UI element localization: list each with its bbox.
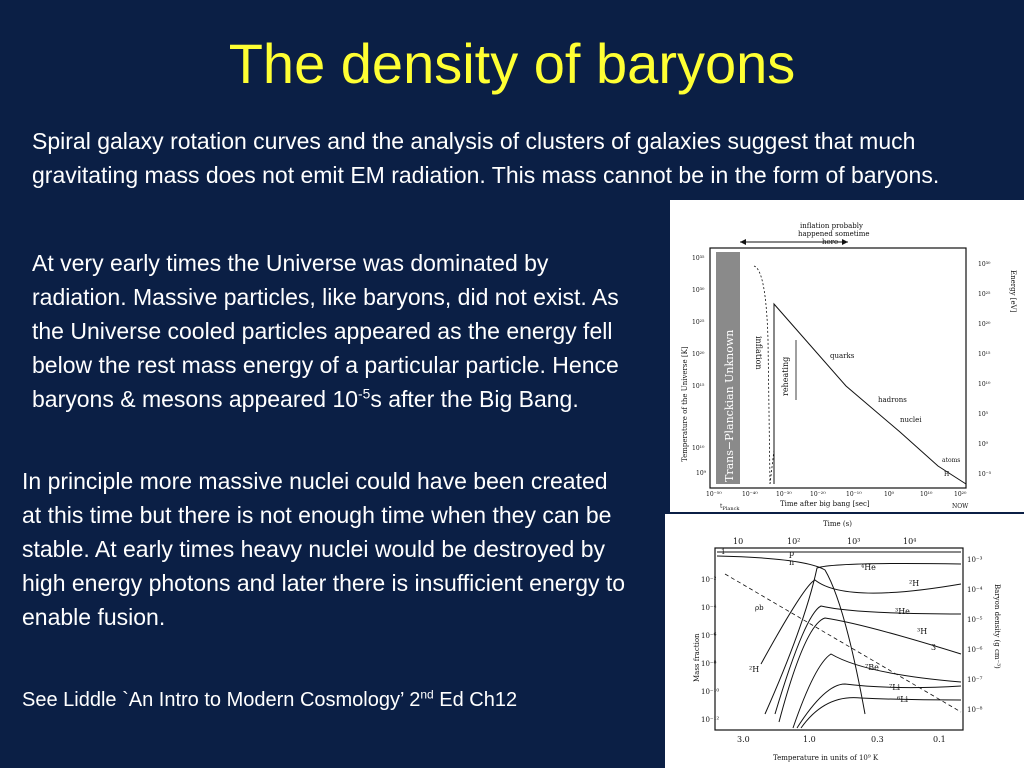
- p2-exponent: -5: [358, 386, 371, 402]
- inflation-note-line3: here: [822, 238, 839, 246]
- right-tick: 10⁻⁶: [967, 646, 983, 654]
- h-label: H: [944, 471, 950, 478]
- left-axis-title: Mass fraction: [693, 633, 701, 682]
- left-tick: 10¹⁰: [692, 445, 705, 452]
- tritium-label: ³H: [917, 627, 928, 636]
- deuterium-label: ²H: [909, 579, 920, 588]
- atoms-label: atoms: [942, 457, 961, 464]
- top-tick: 10³: [847, 537, 861, 546]
- x-tick: 10²⁰: [954, 491, 967, 498]
- left-tick: 10⁻²: [701, 576, 717, 584]
- reheating-drop: [770, 450, 774, 484]
- right-axis-title: Energy [eV]: [1009, 270, 1017, 313]
- lithium6-curve: [801, 698, 961, 728]
- intro-paragraph: Spiral galaxy rotation curves and the analysis of clusters of galaxies suggest that much gravitating mass does not emit EM radiation. This mass cannot be in the form of baryons.: [32, 128, 940, 188]
- plot-frame: [710, 248, 966, 488]
- curve-3-label: 3: [931, 643, 937, 652]
- universe-history-plot: [670, 200, 1024, 512]
- right-tick: 10⁻⁸: [967, 706, 983, 714]
- right-tick: 10⁻⁷: [967, 676, 983, 684]
- inflation-note-line2: happened sometime: [798, 230, 870, 238]
- right-tick: 10²⁵: [978, 291, 991, 298]
- x-tick: 0.1: [933, 735, 946, 744]
- hadrons-label: hadrons: [878, 396, 907, 404]
- reheating-label: reheating: [781, 356, 790, 396]
- top-tick: 10: [733, 537, 744, 546]
- top-tick: 10⁴: [903, 537, 917, 546]
- x-tick: 10⁰: [884, 491, 895, 498]
- right-tick: 10⁰: [978, 441, 989, 448]
- temperature-curve: [774, 304, 966, 484]
- helium3-label: ³He: [895, 607, 910, 616]
- right-tick: 10⁵: [978, 411, 989, 418]
- p2-text-start: At very early times the Universe was dominated by radiation. Massive particles, like baryons, did not exist. As the Universe cooled particles appeared as the energy fell below the rest mass energy of a particular particle. Hence baryons & mesons appeared 10: [32, 250, 619, 412]
- trans-planckian-label: Trans−Planckian Unknown: [723, 329, 736, 482]
- helium4-label: ⁴He: [861, 563, 876, 572]
- left-tick: 10⁻¹²: [701, 716, 720, 724]
- ref-superscript: nd: [420, 687, 434, 702]
- ref-text-end: Ed Ch12: [433, 689, 518, 711]
- x-axis-title: Temperature in units of 10⁹ K: [773, 754, 879, 762]
- right-tick: 10⁻³: [967, 556, 983, 564]
- top-axis-title: Time (s): [823, 520, 852, 528]
- beryllium7-label: ⁷Be: [865, 663, 879, 672]
- right-tick: 10⁻⁵: [967, 616, 983, 624]
- left-tick: 10¹⁵: [692, 383, 705, 390]
- nucleosynthesis-paragraph: In principle more massive nuclei could have been created at this time but there is not enough time when they can be stable. At early times heavy nuclei would be destroyed by high energy photons and later there is insufficient energy to enable fusion.: [22, 468, 626, 630]
- x-tick: 10⁻²⁰: [810, 491, 826, 498]
- nuclei-label: nuclei: [900, 416, 922, 424]
- lithium7-label: ⁷Li: [889, 683, 901, 692]
- lithium7-curve: [797, 684, 961, 728]
- left-tick: 10⁻⁸: [701, 660, 717, 668]
- top-tick: 10²: [787, 537, 801, 546]
- p2-text-end: s after the Big Bang.: [370, 386, 579, 412]
- deuterium-left-label: ²H: [749, 665, 760, 674]
- left-axis-title: Temperature of the Universe [K]: [681, 346, 689, 462]
- right-axis-title: Baryon density (g cm⁻³): [993, 584, 1001, 669]
- right-tick: 10²⁰: [978, 321, 991, 328]
- x-tick: 10¹⁰: [920, 491, 933, 498]
- neutron-label: n: [789, 558, 795, 567]
- slide-title: The density of baryons: [228, 32, 796, 95]
- universe-history-figure: [670, 200, 1024, 512]
- nucleosynthesis-plot: [665, 514, 1024, 768]
- left-tick: 10²⁵: [692, 319, 705, 326]
- plot-frame: [715, 548, 963, 730]
- helium3-curve: [775, 606, 961, 714]
- ref-text-start: See Liddle `An Intro to Modern Cosmology’ 2: [22, 689, 421, 711]
- x-tick: 0.3: [871, 735, 884, 744]
- left-tick: 10⁹: [696, 470, 707, 477]
- inflation-curve: [754, 266, 770, 484]
- right-tick: 10⁻⁵: [978, 471, 992, 478]
- x-tick: 10⁻¹⁰: [846, 491, 862, 498]
- inflation-note-line1: inflation probably: [800, 222, 863, 230]
- left-tick: 10⁻¹⁰: [701, 688, 720, 696]
- left-tick: 10²⁰: [692, 351, 705, 358]
- rho-label: ρb: [755, 604, 764, 612]
- proton-label: p: [789, 549, 795, 558]
- now-label: NOW: [952, 503, 969, 510]
- right-tick: 10¹⁰: [978, 381, 991, 388]
- lithium6-label: ⁶Li: [897, 695, 909, 704]
- x-tick: 10⁻⁵⁰: [706, 491, 722, 498]
- reference-paragraph: [22, 686, 622, 715]
- left-tick: 10⁻⁶: [701, 632, 717, 640]
- nucleosynthesis-figure: [665, 514, 1024, 768]
- quarks-label: quarks: [830, 352, 855, 360]
- left-tick: 1: [721, 548, 726, 556]
- x-tick: 10⁻³⁰: [776, 491, 792, 498]
- early-universe-paragraph: [32, 246, 647, 416]
- inflation-label: inflation: [754, 336, 763, 370]
- left-tick: 10⁻⁴: [701, 604, 717, 612]
- right-tick: 10³⁰: [978, 261, 991, 268]
- neutron-curve: [717, 556, 865, 714]
- right-tick: 10⁻⁴: [967, 586, 983, 594]
- left-tick: 10³⁵: [692, 255, 705, 262]
- x-tick: 3.0: [737, 735, 750, 744]
- x-tick: 1.0: [803, 735, 816, 744]
- left-tick: 10³⁰: [692, 287, 705, 294]
- helium4-curve: [765, 564, 961, 715]
- right-tick: 10¹⁵: [978, 351, 991, 358]
- t-planck-label: $t_{Planck}$: [720, 503, 740, 512]
- x-tick: 10⁻⁴⁰: [742, 491, 758, 498]
- x-axis-title: Time after big bang [sec]: [780, 500, 870, 508]
